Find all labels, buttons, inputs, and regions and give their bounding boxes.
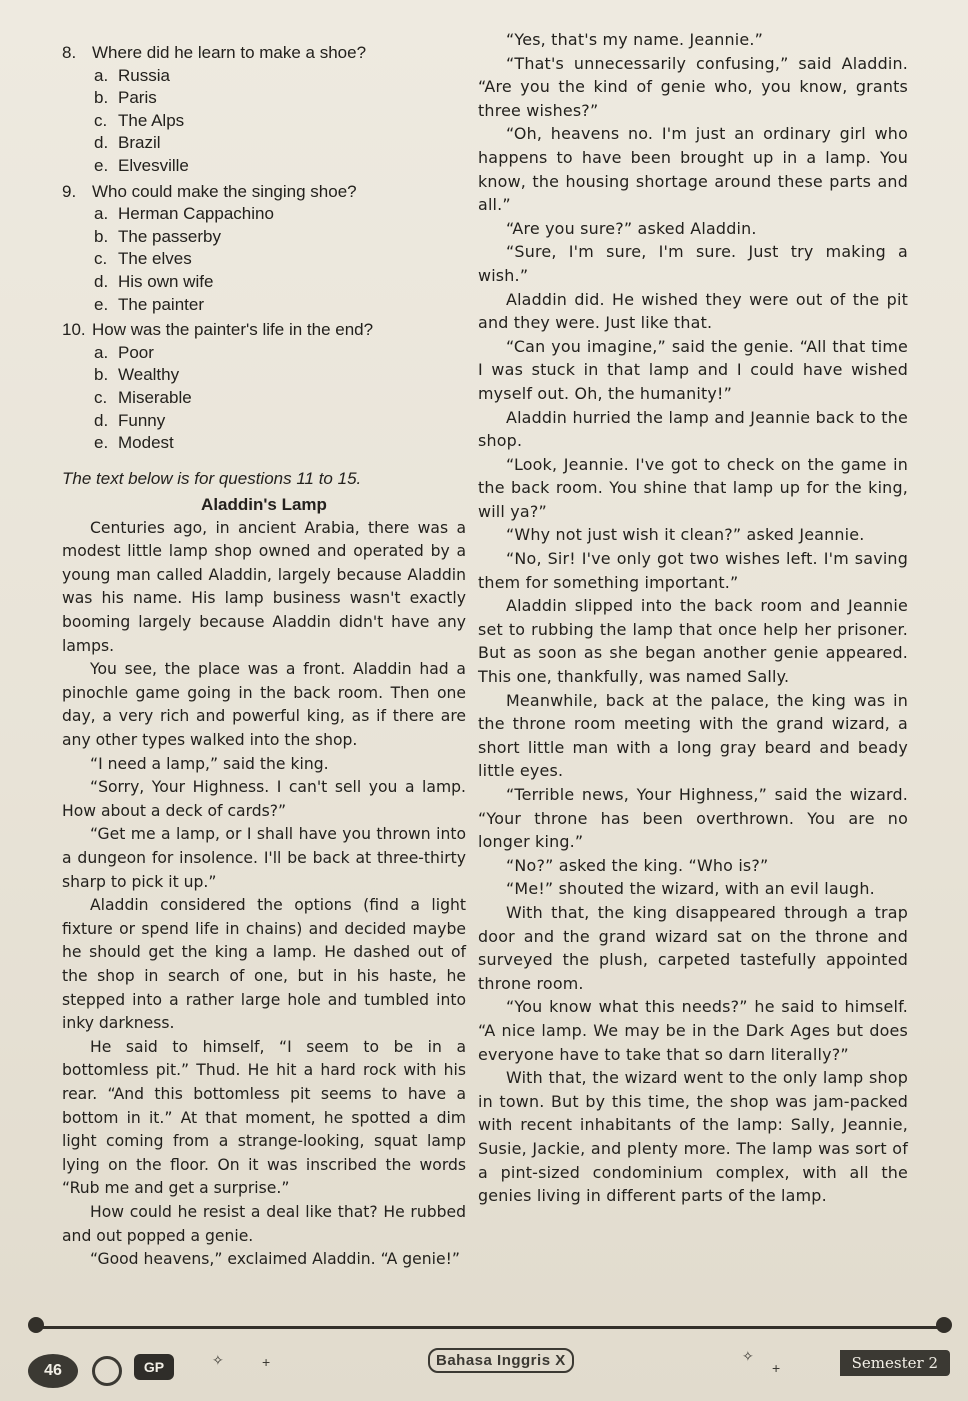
option-a: a. Russia (94, 65, 170, 85)
publisher-badge: GP (134, 1354, 174, 1380)
story-title: Aladdin's Lamp (201, 494, 327, 514)
paragraph: With that, the king disappeared through a trap door and the grand wizard sat on the throne and surveyed the plush, carpeted tastefully appointed throne room. (478, 902, 908, 993)
paragraph: He said to himself, “I seem to be in a bottomless pit.” Thud. He hit a hard rock with his rear. “And this bottomless pit seems to have a bottom in it.” At that moment, he spotted a dim light coming from a strange-looking, squat lamp lying on the floor. On it was inscribed the words “Rub me and get a surprise.” (62, 1037, 466, 1198)
paragraph: “Can you imagine,” said the genie. “All that time I was stuck in that lamp and I could have wished myself out. Oh, the humanity!” (478, 336, 908, 403)
semester-label: Semester 2 (840, 1350, 950, 1376)
story-left-text (62, 517, 466, 1272)
option-d: d. Funny (94, 410, 166, 430)
option-b: b. Wealthy (94, 365, 180, 385)
paragraph: With that, the wizard went to the only lamp shop in town. But by this time, the shop was jam-packed with recent inhabitants of the lamp: Sally, Jeannie, Susie, Jackie, and plenty more. The lamp was sort of a pint-sized condominium complex, with all the genies living in different parts of the lamp. (478, 1068, 908, 1206)
question-10 (62, 319, 466, 455)
paragraph: “Why not just wish it clean?” asked Jeannie. (506, 525, 865, 545)
paragraph: Aladdin hurried the lamp and Jeannie back to the shop. (478, 407, 908, 451)
sparkle-icon: ✧ (742, 1348, 754, 1364)
question-stem: How was the painter's life in the end? (92, 320, 374, 340)
footer-rule (36, 1326, 944, 1336)
decorative-ring-icon (92, 1356, 122, 1386)
paragraph: “That's unnecessarily confusing,” said Aladdin. “Are you the kind of genie who, you know, grants three wishes?” (478, 53, 908, 120)
paragraph: “Sure, I'm sure, I'm sure. Just try making a wish.” (478, 242, 908, 285)
paragraph: “Me!” shouted the wizard, with an evil laugh. (506, 879, 875, 899)
option-b: b. Paris (94, 88, 157, 108)
paragraph: Aladdin did. He wished they were out of the pit and they were. Just like that. (478, 289, 908, 333)
book-title: Bahasa Inggris X (428, 1348, 574, 1373)
reading-intro: The text below is for questions 11 to 15. (62, 468, 362, 488)
question-8 (62, 42, 466, 178)
paragraph: “You know what this needs?” he said to himself. “A nice lamp. We may be in the Dark Ages but does everyone have to take that so darn literally?” (478, 997, 908, 1064)
paragraph: “Get me a lamp, or I shall have you thrown into a dungeon for insolence. I'll be back at three-thirty sharp to pick it up.” (62, 825, 466, 891)
option-a: a. Poor (94, 342, 154, 362)
paragraph: Aladdin slipped into the back room and Jeannie set to rubbing the lamp that once help her prisoner. But as soon as she began another genie appeared. This one, thankfully, was named Sally. (478, 596, 908, 687)
left-column (62, 42, 466, 1272)
option-e: e. The painter (94, 294, 204, 314)
option-c: c. The elves (94, 249, 192, 269)
option-c: c. Miserable (94, 387, 192, 407)
question-number: 9. (62, 181, 77, 201)
question-stem: Who could make the singing shoe? (92, 181, 357, 201)
paragraph: “I need a lamp,” said the king. (90, 754, 329, 773)
sparkle-icon: + (262, 1354, 271, 1370)
paragraph: How could he resist a deal like that? He rubbed and out popped a genie. (62, 1202, 466, 1245)
paragraph: “No?” asked the king. “Who is?” (506, 855, 769, 875)
option-c: c. The Alps (94, 110, 185, 130)
paragraph: “Yes, that's my name. Jeannie.” (506, 30, 764, 49)
page-number: 46 (28, 1354, 78, 1388)
sparkle-icon: + (772, 1360, 781, 1376)
paragraph: “Look, Jeannie. I've got to check on the game in the back room. You shine that lamp up for the king, will ya?” (478, 454, 908, 521)
option-d: d. His own wife (94, 271, 214, 291)
paragraph: “Terrible news, Your Highness,” said the wizard. “Your throne has been overthrown. You are no longer king.” (478, 785, 908, 852)
question-number: 10. (62, 320, 86, 340)
right-column (478, 28, 908, 1208)
paragraph: “Sorry, Your Highness. I can't sell you a lamp. How about a deck of cards?” (62, 778, 466, 820)
option-e: e. Elvesville (94, 155, 189, 175)
paragraph: Centuries ago, in ancient Arabia, there was a modest little lamp shop owned and operated by a young man called Aladdin, largely because Aladdin was his name. His lamp business wasn't exactly booming largely because Aladdin didn't have any lamps. (62, 518, 466, 655)
paragraph: “Good heavens,” exclaimed Aladdin. “A genie!” (90, 1250, 460, 1269)
paragraph: “No, Sir! I've only got two wishes left. I'm saving them for something important.” (478, 549, 908, 592)
option-a: a. Herman Cappachino (94, 204, 274, 224)
paragraph: You see, the place was a front. Aladdin had a pinochle game going in the back room. Then one day, a very rich and powerful king, as if there are any other types walked into the shop. (62, 660, 466, 750)
option-e: e. Modest (94, 433, 174, 453)
paragraph: Meanwhile, back at the palace, the king was in the throne room meeting with the grand wizard, a short little man with a long gray beard and beady little eyes. (478, 690, 908, 781)
option-b: b. The passerby (94, 226, 221, 246)
paragraph: “Are you sure?” asked Aladdin. (506, 218, 757, 238)
page-footer (0, 1340, 968, 1401)
paragraph: Aladdin considered the options (find a light fixture or spend life in chains) and decided maybe he should get the king a lamp. He dashed out of the shop in search of one, but in his haste, he stepped into a rather large hole and tumbled into inky darkness. (62, 896, 466, 1033)
question-number: 8. (62, 43, 77, 62)
question-9 (62, 181, 466, 317)
paragraph: “Oh, heavens no. I'm just an ordinary girl who happens to have been brought up in a lamp. You know, the housing shortage around these parts and all.” (478, 124, 908, 215)
question-stem: Where did he learn to make a shoe? (92, 43, 367, 62)
sparkle-icon: ✧ (212, 1352, 224, 1368)
option-d: d. Brazil (94, 133, 161, 153)
